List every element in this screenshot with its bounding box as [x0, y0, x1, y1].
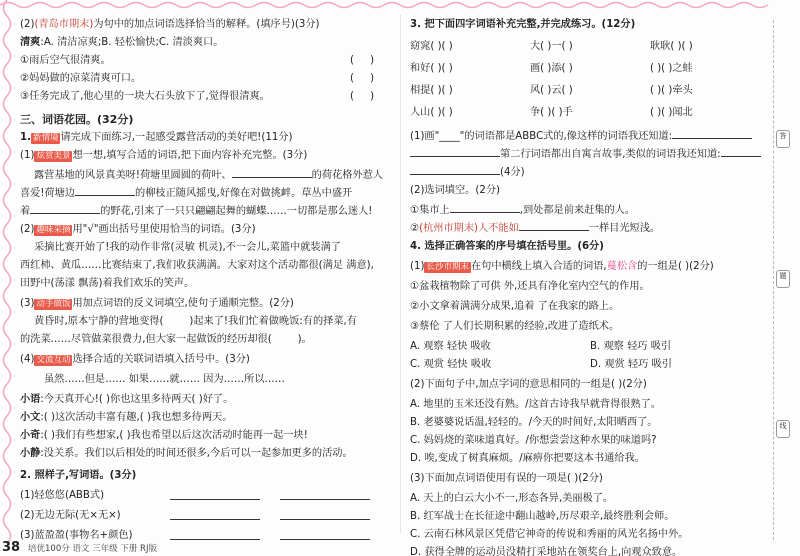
q2-item-3: ③任务完成了,他心里的一块大石头放下了,觉得很清爽。 ( )	[20, 91, 375, 102]
p4-words: 虽然……但是…… 如果……就…… 因为……所以……	[44, 374, 285, 385]
q2-options-line: 清爽:A. 清洁凉爽;B. 轻松愉快;C. 清淡爽口。	[20, 37, 224, 48]
q2-options: A. 清洁凉爽;B. 轻松愉快;C. 清淡爽口。	[43, 37, 224, 48]
q2-item-1: ①雨后空气很清爽。 ( )	[20, 55, 375, 66]
q3-p2-item-2: ②(杭州市期末)人不能如 一样目光短浅。	[410, 220, 660, 236]
side-tab-2: 题	[776, 270, 790, 288]
q2-item-2: ②妈妈做的凉菜清爽可口。 ( )	[20, 73, 375, 84]
q3-p1-line3: (4分)	[410, 164, 525, 180]
q3-p1-line2: 第二行词语都出自寓言故事,类似的词语我还知道:	[410, 146, 761, 162]
q3-row-4: 人山( )( ) 争( )( )手 ( )( )闻北	[410, 107, 693, 118]
q4-p1-opts-2: C. 观赏 轻快 吸收 D. 观赏 轻巧 吸引	[410, 359, 672, 370]
q3-row-2: 和好( )( ) 画( )添( ) ( )( )之蛙	[410, 63, 693, 74]
sec3-q2-item-1: (1)轻悠悠(ABB式)	[20, 489, 104, 503]
p1-stem: (1) 炫赏美景 想一想,填写合适的词语,把下面内容补充完整。(3分)	[20, 150, 308, 161]
p3-stem: (3) 动手做饭 用加点词语的反义词填空,使句子通顺完整。(2分)	[20, 298, 294, 309]
p2-text-1: 采摘比赛开始了!我的动作非常(灵敏 机灵),不一会儿,菜篮中就装满了	[34, 242, 341, 253]
sec3-q2-title: 2. 照样子,写词语。(3分)	[20, 470, 137, 481]
p1-blank-3[interactable]	[30, 203, 100, 214]
q4-p1-item-3: ③蔡伦 了人们长期积累的经验,改进了造纸术。	[410, 321, 620, 332]
decorative-wave-top	[0, 0, 770, 10]
p1-blank-1[interactable]	[232, 167, 312, 178]
dialog-line-4: 小静:没关系。我们以后相处的时间还很多,今后可以一起参加更多的活动。	[20, 448, 353, 459]
q4-p3-stem: (3)下面加点词语使用有误的一项是( )(2分)	[410, 473, 603, 484]
q4-p2-item-a: A. 地里的玉米还没有熟。/这首古诗我早就背得很熟了。	[410, 399, 662, 410]
side-tab-1: 答	[776, 130, 790, 148]
q4-p2-stem: (2)下面句子中,加点字词的意思相同的一组是( )(2分)	[410, 379, 647, 390]
page-footer	[0, 540, 800, 556]
q3-row-1: 窈窕( )( ) 大( )一( ) 耿耿( )( )	[410, 41, 693, 52]
q4-p1-item-1: ①盆栽植物除了可供 外,还具有净化室内空气的作用。	[410, 281, 650, 292]
dialog-line-2: 小文:( )这次活动丰富有趣,( )我也想多待两天。	[20, 412, 233, 423]
p1-text-line2: 喜爱!荷塘边 的柳枝正随风摇曳,好像在对做挑衅。草丛中盛开	[20, 185, 352, 201]
column-divider	[400, 14, 401, 534]
q3-p1-line1: (1)画"____"的词语都是ABBC式的,像这样的词语我还知道:	[410, 128, 752, 144]
page-number: 38	[2, 540, 21, 555]
p1-text-line3: 着 的野花,引来了一只只翩翩起舞的蝴蝶……一切都是那么迷人!	[20, 203, 372, 219]
new-context-tag: 新情境	[32, 133, 59, 143]
q4-p3-item-d: D. 获得全牌的运动员没精打采地站在领奖台上,向观众致意。	[410, 547, 683, 556]
side-tab-3: 线	[776, 420, 790, 438]
q4-p1-item-2: ②小文拿着满满分成果,追着 了在我家的路上。	[410, 301, 620, 312]
q3-row-3: 相提( )( ) 风( )云( ) ( )( )牵头	[410, 85, 693, 96]
q4-p2-item-d: D. 唉,变成了树真麻烦。/麻痹你把要这本书通给我。	[410, 453, 645, 464]
p2-text-2: 西红柿、黄瓜……比赛结束了,我们收获满满。大家对这个活动都很(满足 满意),	[20, 260, 374, 271]
footer-text: 培优100分 语文 三年级 下册 RJ版	[28, 544, 157, 554]
q4-p3-item-b: B. 红军战士在长征途中翻山越岭,历尽艰辛,最终胜利会师。	[410, 511, 675, 522]
dialog-line-1: 小语:今天真开心!( )你也这里多待两天( )好了。	[20, 394, 234, 405]
q4-p3-item-a: A. 天上的白云大小不一,形态各异,美丽极了。	[410, 493, 614, 504]
q4-p3-item-c: C. 云南石林风景区凭借它神奇的传说和秀丽的风光名扬中外。	[410, 529, 689, 540]
q3-title: 3. 把下面四字词语补充完整,并完成练习。(12分)	[410, 19, 636, 30]
sec3-q1-stem: 1. 新情境 请完成下面练习,一起感受露营活动的美好吧!(11分)	[20, 132, 293, 143]
p2-text-3: 田野中(荡漾 飘荡)着我们欢乐的笑声。	[20, 278, 195, 289]
p1-blank-2[interactable]	[75, 185, 135, 196]
p1-text-line1: 露营基地的风景真美呀!荷塘里圆圆的荷叶、 的荷花格外惹人	[34, 167, 383, 183]
p2-stem: (2) 趣味采摘 用"√"画出括号里使用恰当的词语。(3分)	[20, 224, 256, 235]
q2-tag: 青岛市期末	[38, 19, 90, 30]
q4-p2-item-b: B. 老婆婆说话温,轻轻的。/今天的时间好,太阳晒西了。	[410, 417, 658, 428]
sec3-q2-item-3: (3)蓝盈盈(事物名+颜色)	[20, 529, 132, 543]
q2-stem-line: (2)(青岛市期末)为句中的加点词语选择恰当的解释。(填序号)(3分)	[20, 19, 320, 30]
q3-p2-stem: (2)选词填空。(2分)	[410, 185, 500, 196]
p3-text-1: 黄昏时,原本宁静的营地变得( )起来了!我们忙着做晚饭:有的择菜,有	[34, 316, 357, 327]
q4-p2-item-c: C. 妈妈烧的菜味道真好。/你想尝尝这种水果的味道吗?	[410, 435, 657, 446]
p4-stem: (4) 交流互动 选择合适的关联词语填入括号中。(3分)	[20, 354, 250, 365]
q2-stem: 为句中的加点词语选择恰当的解释。(填序号)(3分)	[93, 19, 320, 30]
q4-p1-opts-1: A. 观察 轻快 吸收 B. 观察 轻巧 吸引	[410, 341, 672, 352]
q4-p1-stem: (1) 长沙市期末 在句中横线上填入合适的词语,蔓松含的一组是( )(2分)	[410, 261, 714, 272]
sec3-q2-item-2: (2)无边无际(无×无×)	[20, 509, 121, 523]
section-3-title: 三、词语花园。(32分)	[20, 113, 134, 126]
decorative-wave-left	[0, 0, 14, 556]
p3-text-2: 的洗菜……尽管做菜很费力,但大家一起做饭的经历却很( )。	[20, 334, 312, 345]
dialog-line-3: 小奇:( )我们有些想家,( )我也希望以后这次活动时能再一起一块!	[20, 430, 308, 441]
q3-p2-item-1: ①集市上 ,到处都是前来赶集的人。	[410, 202, 635, 218]
q2-options-label: 清爽	[20, 37, 41, 48]
q4-title: 4. 选择正确答案的序号填在括号里。(6分)	[410, 241, 604, 252]
